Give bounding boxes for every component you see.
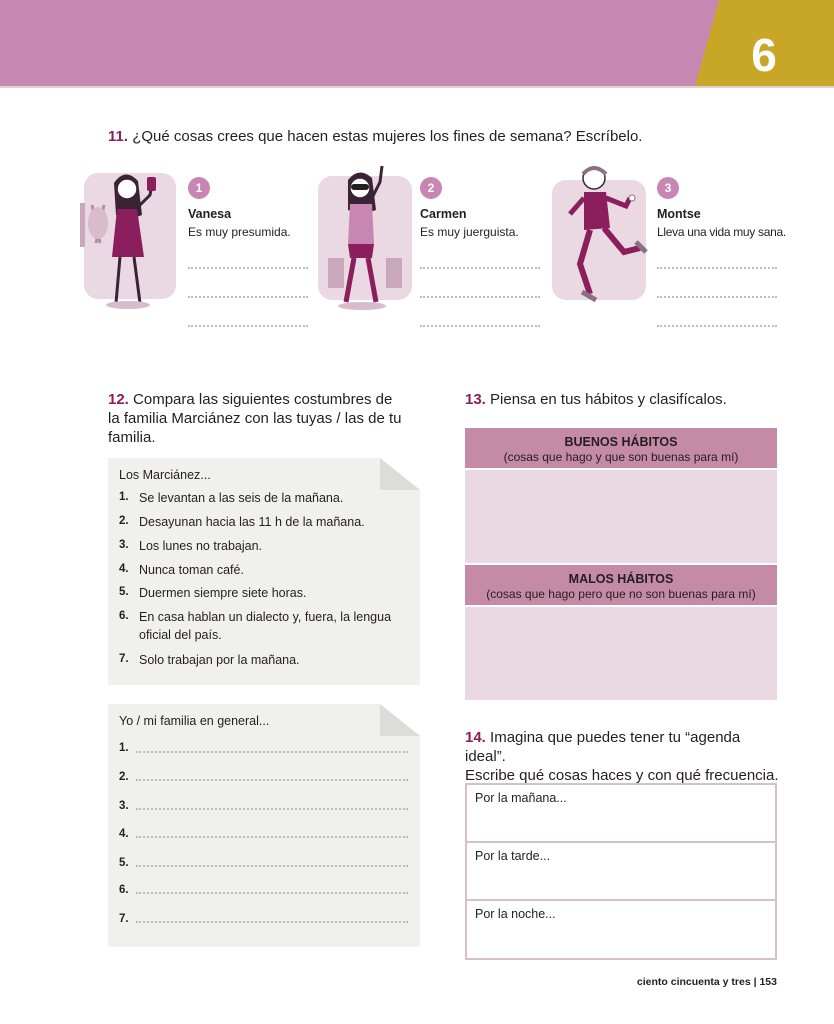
carmen-shadow (338, 302, 386, 310)
carmen-top (348, 204, 374, 244)
exercise-14-number: 14. (465, 729, 486, 746)
character-3-name: Montse (657, 207, 701, 221)
exercise-11-number: 11. (108, 128, 129, 145)
habit-text: Solo trabajan por la mañana. (139, 653, 300, 667)
agenda-table (465, 783, 777, 960)
sunglasses-icon (351, 184, 369, 190)
habit-number: 4. (119, 563, 129, 575)
family-answer-line[interactable] (136, 892, 408, 894)
habit-text: Se levantan a las seis de la mañana. (139, 491, 344, 505)
answer-line[interactable] (657, 296, 777, 298)
family-answer-line[interactable] (136, 921, 408, 923)
family-line-number: 5. (119, 857, 129, 869)
good-habits-title: BUENOS HÁBITOS (564, 435, 678, 449)
habit-number: 5. (119, 586, 129, 598)
habit-number: 2. (119, 515, 129, 527)
habit-text: Los lunes no trabajan. (139, 539, 263, 553)
good-habits-area[interactable] (465, 470, 777, 563)
montse-illustration (550, 164, 650, 312)
agenda-row-morning[interactable] (467, 785, 775, 843)
answer-line[interactable] (420, 325, 540, 327)
habit-number: 6. (119, 610, 129, 622)
exercise-11-text: ¿Qué cosas crees que hacen estas mujeres los fines de semana? Escríbelo. (132, 128, 643, 145)
habit-text: Duermen siempre siete horas. (139, 586, 307, 600)
stopwatch-icon (629, 195, 635, 201)
answer-line[interactable] (188, 267, 308, 269)
family-line-number: 7. (119, 913, 129, 925)
exercise-14-line-1: Imagina que puedes tener tu “agenda ideal”. (465, 729, 741, 765)
speaker-icon (386, 258, 402, 288)
exercise-11-title (108, 127, 642, 146)
marcianez-heading: Los Marciánez... (119, 468, 211, 482)
bad-habits-title: MALOS HÁBITOS (568, 572, 674, 586)
agenda-label: Por la mañana... (475, 791, 567, 805)
family-line-number: 4. (119, 828, 129, 840)
exercise-12-line-3: familia. (108, 429, 156, 446)
answer-line[interactable] (188, 296, 308, 298)
family-answer-line[interactable] (136, 836, 408, 838)
answer-line[interactable] (657, 325, 777, 327)
habit-number: 7. (119, 653, 129, 665)
montse-jacket (584, 192, 610, 230)
comb-icon (80, 203, 85, 247)
character-2-name: Carmen (420, 207, 467, 221)
phone-icon (147, 177, 156, 191)
vanesa-face (117, 179, 137, 199)
exercise-13-title (465, 390, 727, 409)
family-line-number: 2. (119, 771, 129, 783)
habit-text: En casa hablan un dialecto y, fuera, la lengua oficial del país. (139, 610, 392, 642)
good-habits-subtitle: (cosas que hago y que son buenas para mí) (503, 450, 739, 464)
character-3-badge: 3 (657, 177, 679, 199)
family-line-number: 3. (119, 800, 129, 812)
family-answer-line[interactable] (136, 865, 408, 867)
bad-habits-header (465, 565, 777, 605)
answer-line[interactable] (188, 325, 308, 327)
exercise-14-line-2: Escribe qué cosas haces y con qué frecuencia. (465, 767, 779, 784)
hairdryer-icon (88, 207, 108, 239)
exercise-12-line-1: Compara las siguientes costumbres de (133, 391, 393, 408)
exercise-12-line-2: la familia Marciánez con las tuyas / las de tu (108, 410, 402, 427)
agenda-label: Por la tarde... (475, 849, 551, 863)
character-1-name: Vanesa (188, 207, 232, 221)
unit-number: 6 (751, 29, 777, 81)
habit-text: Desayunan hacia las 11 h de la mañana. (139, 515, 365, 529)
vanesa-shadow (106, 301, 150, 309)
character-1-badge: 1 (188, 177, 210, 199)
family-answer-line[interactable] (136, 808, 408, 810)
carmen-skirt (348, 244, 374, 258)
carmen-illustration (314, 162, 416, 314)
speaker-icon (328, 258, 344, 288)
answer-line[interactable] (420, 296, 540, 298)
character-2-description: Es muy juerguista. (420, 225, 519, 239)
family-answer-line[interactable] (136, 751, 408, 753)
page-footer (637, 976, 777, 988)
exercise-12-number: 12. (108, 391, 129, 408)
note-fold (380, 458, 420, 490)
page-number: 153 (759, 976, 777, 988)
header-divider (0, 86, 834, 88)
exercise-14-title (465, 728, 785, 785)
family-answer-line[interactable] (136, 779, 408, 781)
agenda-row-night[interactable] (467, 901, 775, 959)
habit-text: Nunca toman café. (139, 563, 244, 577)
page-number-words: ciento cincuenta y tres | (636, 976, 760, 988)
vanesa-illustration (78, 165, 180, 315)
answer-line[interactable] (657, 267, 777, 269)
character-1-description: Es muy presumida. (188, 225, 291, 239)
habit-number: 1. (119, 491, 129, 503)
note-fold (380, 704, 420, 736)
character-3-description: Lleva una vida muy sana. (657, 225, 786, 239)
exercise-13-text: Piensa en tus hábitos y clasifícalos. (490, 391, 727, 408)
family-line-number: 6. (119, 884, 129, 896)
character-2-badge: 2 (420, 177, 442, 199)
family-heading: Yo / mi familia en general... (119, 714, 270, 728)
exercise-12-title (108, 390, 408, 447)
bad-habits-subtitle: (cosas que hago pero que no son buenas para mí) (486, 587, 756, 601)
family-line-number: 1. (119, 742, 129, 754)
exercise-13-number: 13. (465, 391, 486, 408)
answer-line[interactable] (420, 267, 540, 269)
bad-habits-area[interactable] (465, 607, 777, 700)
family-note (108, 704, 420, 947)
good-habits-header (465, 428, 777, 468)
habit-number: 3. (119, 539, 129, 551)
agenda-row-afternoon[interactable] (467, 843, 775, 901)
agenda-label: Por la noche... (475, 907, 556, 921)
